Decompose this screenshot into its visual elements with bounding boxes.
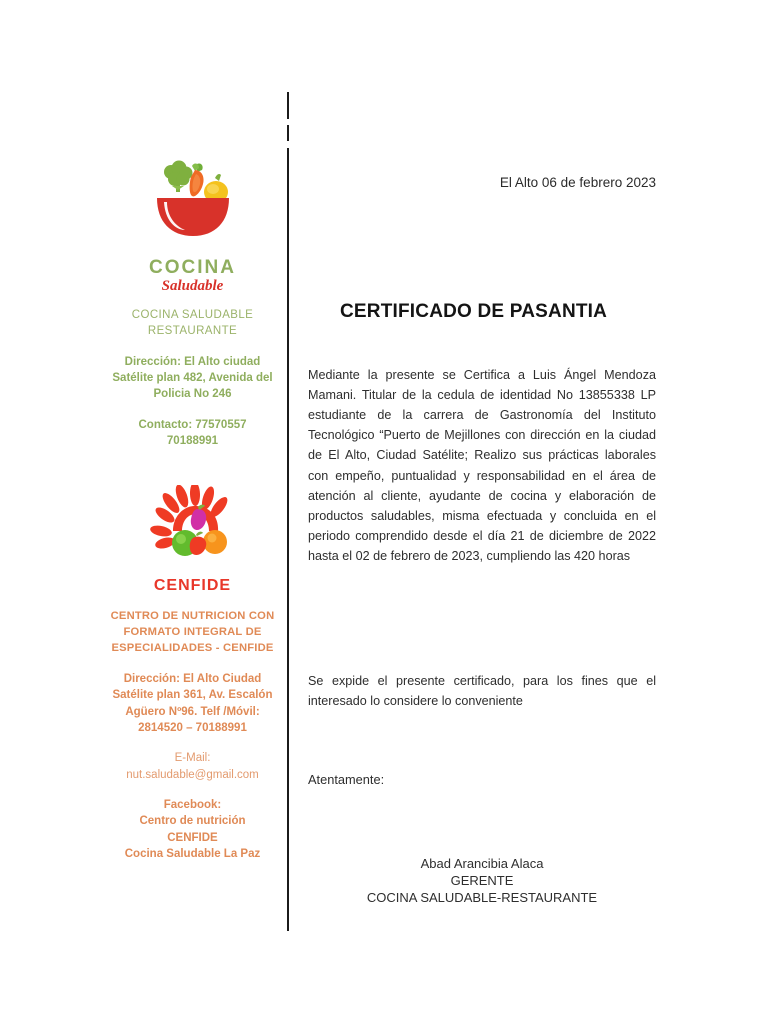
document-date: El Alto 06 de febrero 2023 — [499, 175, 656, 190]
cocina-saludable-logo-icon — [145, 150, 241, 250]
vertical-divider-segment — [287, 148, 289, 931]
cenfide-email-block — [100, 750, 285, 783]
cocina-contact-block — [100, 417, 285, 450]
cocina-logo-subword: Saludable — [161, 278, 224, 294]
cocina-contact-line-2: 70188991 — [166, 434, 219, 447]
sign-off-label: Atentamente: — [308, 772, 385, 787]
cenfide-address-line-3: Agüero Nº96. Telf /Móvil: — [125, 705, 260, 718]
cocina-name-block — [100, 307, 285, 340]
cenfide-name-line-1: CENTRO DE NUTRICION CON — [110, 610, 275, 623]
vertical-divider-segment — [287, 92, 289, 119]
cenfide-name-block — [100, 609, 285, 657]
cenfide-address-line-4: 2814520 – 70188991 — [138, 722, 247, 734]
cenfide-address-line-1: Dirección: El Alto Ciudad — [123, 673, 262, 686]
certificate-closing-paragraph: Se expide el presente certificado, para los fines que el interesado lo considere lo conveniente — [308, 673, 656, 708]
cenfide-email-label: E-Mail: — [174, 752, 211, 765]
signatory-organization: COCINA SALUDABLE-RESTAURANTE — [366, 890, 598, 905]
cocina-name-line-2: RESTAURANTE — [147, 325, 238, 338]
cocina-contact-line-1: Contacto: 77570557 — [138, 418, 247, 431]
cocina-address-line-3: Policia No 246 — [153, 388, 232, 401]
vertical-divider-segment — [287, 125, 289, 141]
cenfide-address-block — [100, 671, 285, 736]
signatory-name: Abad Arancibia Alaca — [420, 856, 544, 871]
cocina-logo-wordmark: COCINA — [149, 257, 236, 278]
cenfide-name-line-2: FORMATO INTEGRAL DE — [123, 626, 262, 639]
cenfide-address-line-2: Satélite plan 361, Av. Escalón — [112, 689, 273, 702]
cocina-address-block — [100, 354, 285, 403]
cenfide-name-line-3: ESPECIALIDADES - CENFIDE — [111, 642, 274, 655]
cenfide-logo-wordmark: CENFIDE — [153, 577, 232, 595]
letterhead-sidebar — [100, 150, 285, 876]
cenfide-facebook-line-2[interactable]: CENFIDE — [167, 831, 218, 844]
cocina-address-line-2: Satélite plan 482, Avenida del — [112, 371, 273, 384]
cenfide-logo-icon — [143, 485, 243, 573]
cenfide-email-value[interactable]: nut.saludable@gmail.com — [126, 768, 259, 781]
page-title: CERTIFICADO DE PASANTIA — [340, 300, 608, 322]
cocina-address-line-1: Dirección: El Alto ciudad — [124, 355, 261, 368]
cenfide-facebook-block — [100, 797, 285, 862]
signature-block — [308, 855, 656, 906]
cenfide-facebook-label: Facebook: — [163, 798, 222, 811]
cenfide-facebook-line-1[interactable]: Centro de nutrición — [139, 815, 246, 828]
cocina-name-line-1: COCINA SALUDABLE — [131, 309, 254, 321]
signatory-role: GERENTE — [450, 873, 514, 888]
cenfide-facebook-line-3[interactable]: Cocina Saludable La Paz — [124, 847, 261, 860]
certificate-body-paragraph: Mediante la presente se Certifica a Luis Ángel Mendoza Mamani. Titular de la cedula de identidad No 13855338 LP estudiante de la carrera de Gastronomía del Instituto Tecnológico “Puerto de Mejillones con dirección en la ciudad de El Alto, Ciudad Satélite; Realizo sus prácticas laborales con empeño, puntualidad y responsabilidad en el área de atención al cliente, ayudante de cocina y elaboración de productos saludables, misma efectuada y concluida en el periodo comprendido desde el día 21 de diciembre de 2022 hasta el 02 de febrero de 2023, cumpliendo las 420 horas — [308, 367, 656, 564]
